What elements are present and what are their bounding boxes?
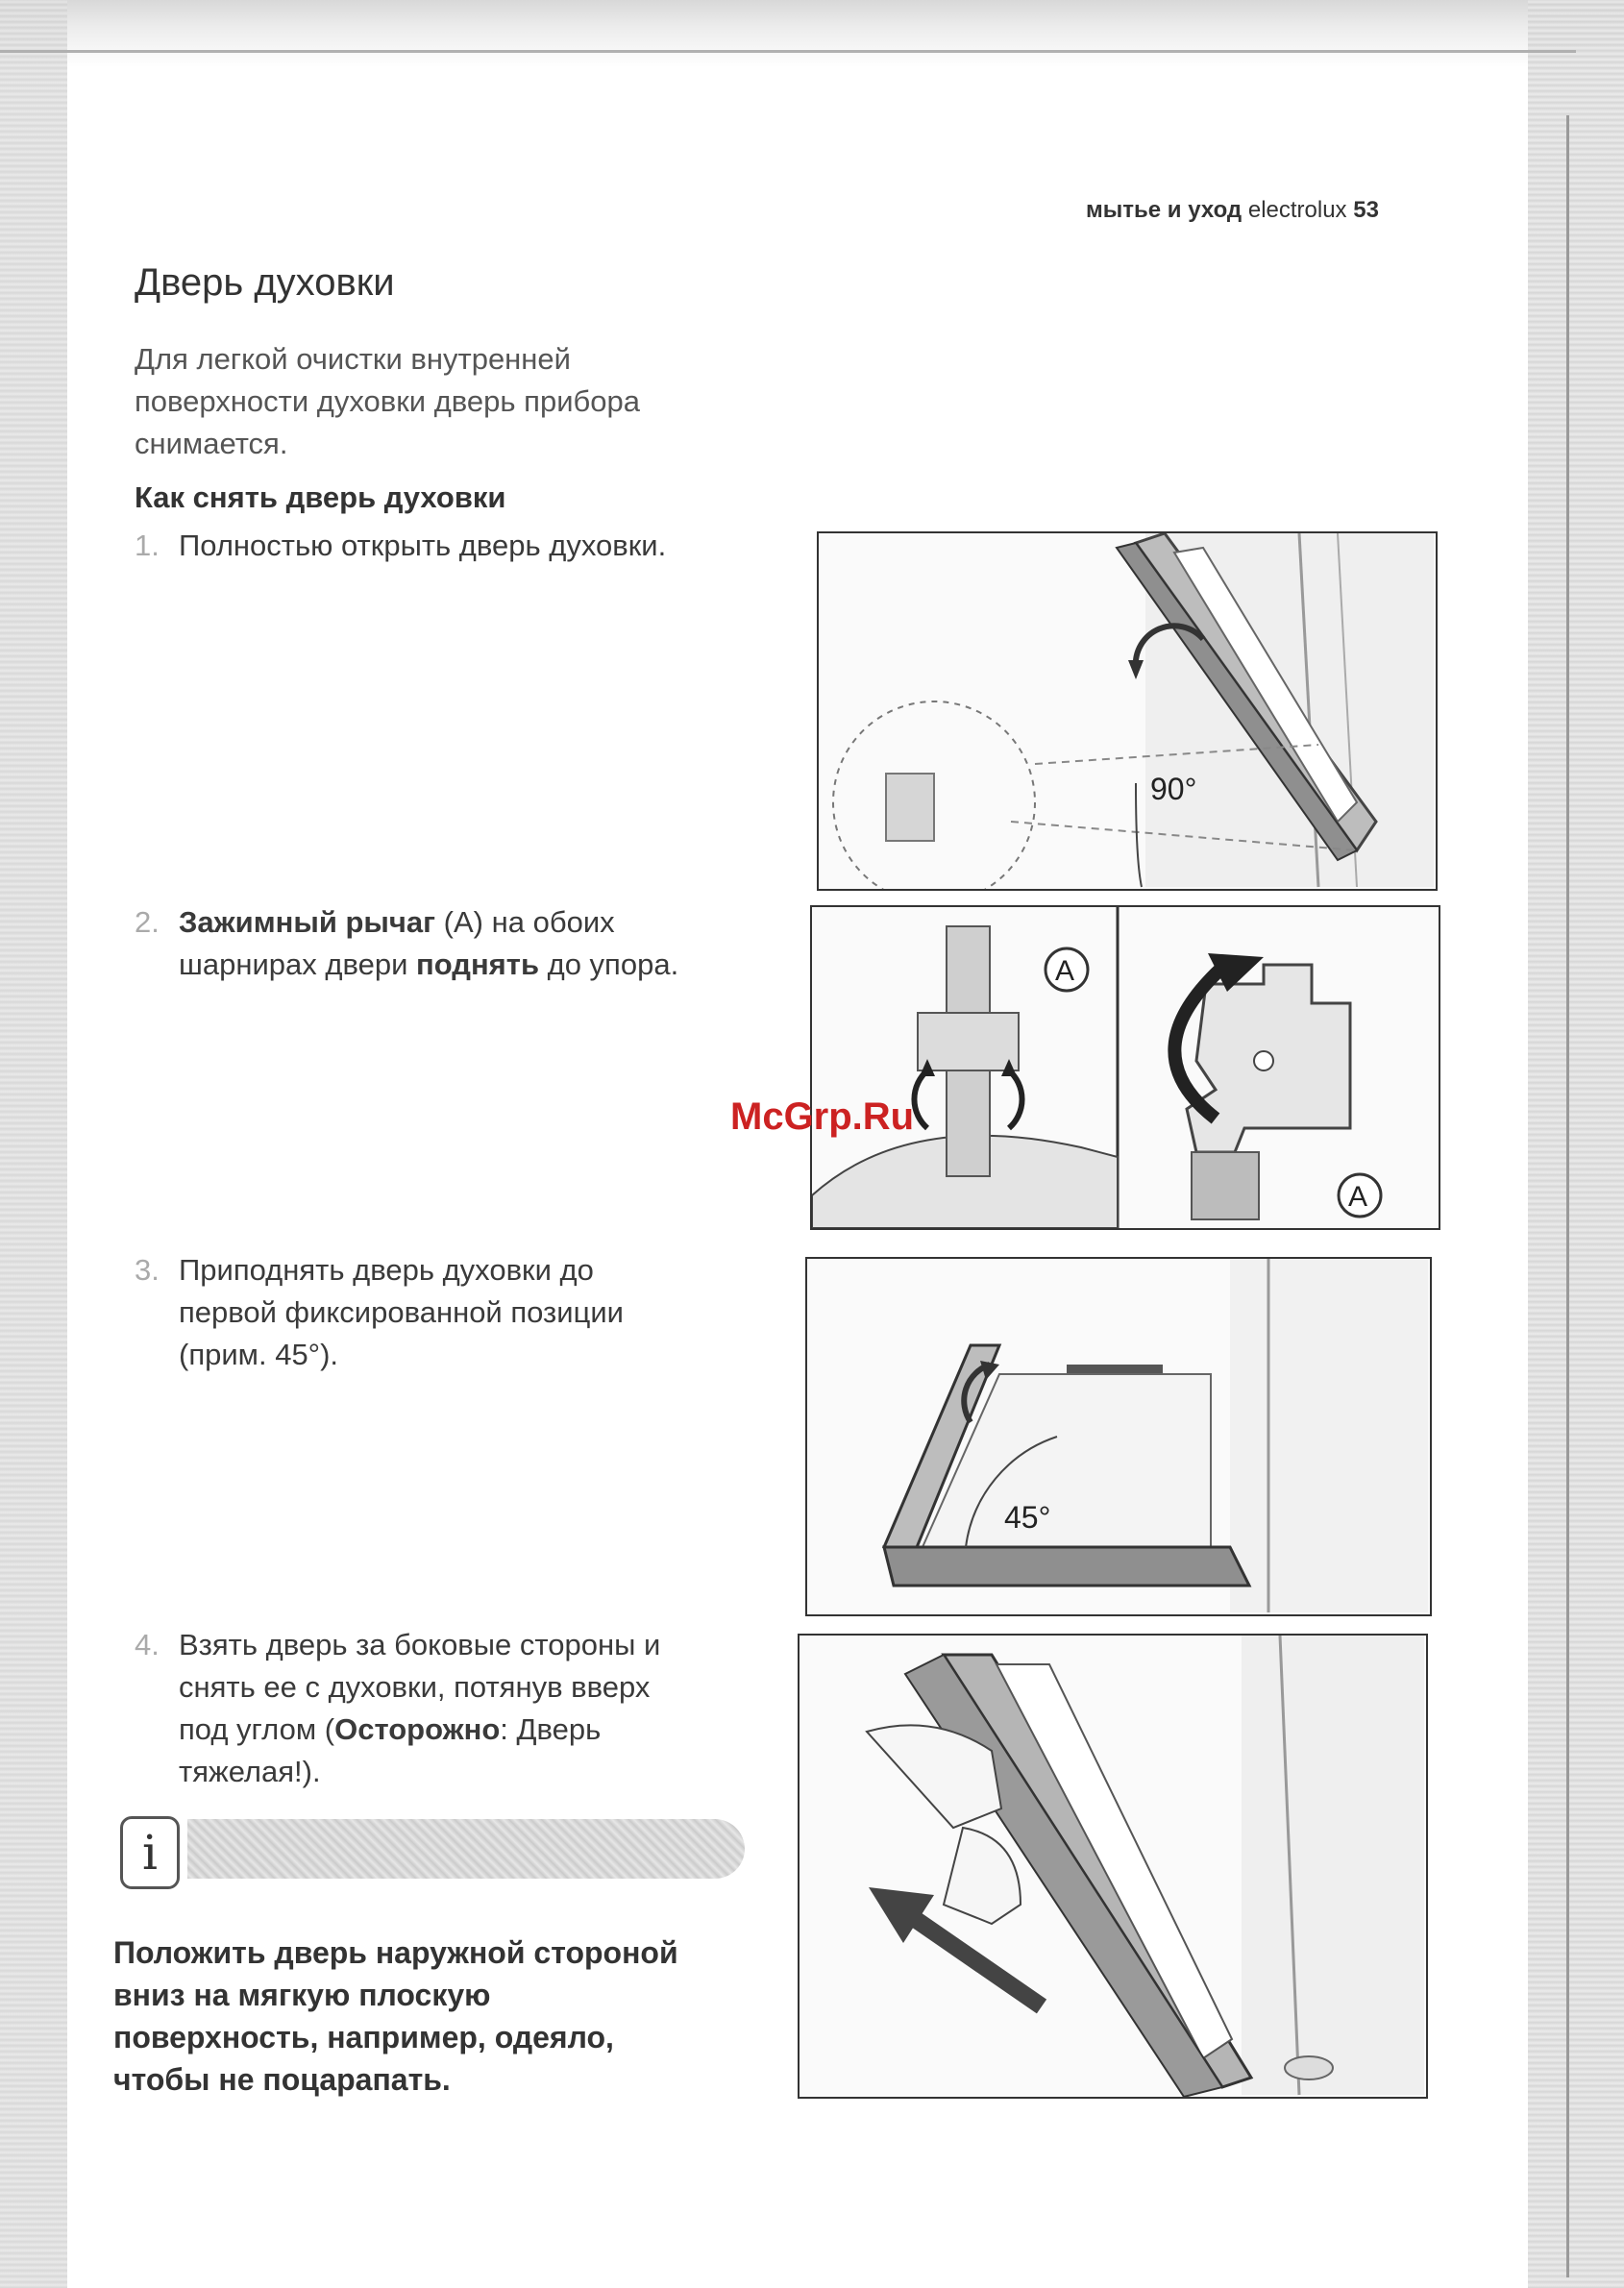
angle-label-45: 45° [1004,1500,1051,1535]
step-text: Полностью открыть дверь духовки. [179,529,667,562]
watermark: McGrp.Ru [730,1095,915,1138]
step-bold-term: Зажимный рычаг [179,905,436,939]
step-bold-term: поднять [416,947,539,981]
section-subheading: Как снять дверь духовки [135,480,506,514]
step-text-part: до упора. [539,947,679,981]
intro-line: Для легкой очистки внутренней [135,342,571,376]
intro-line: снимается. [135,427,288,460]
step-text-part: шарнирах двери [179,947,417,981]
label-a-top: A [1055,955,1075,987]
step-text [179,1249,624,1376]
page-edge-top [0,50,1576,53]
step-bold-term: Осторожно [334,1712,501,1746]
figure-remove-door [798,1634,1428,2099]
step-text-part: : Дверь [500,1712,602,1746]
step-1 [135,525,666,567]
step-text-part: снять ее с духовки, потянув вверх [179,1670,651,1704]
info-note [113,1931,767,2101]
step-2 [135,901,678,986]
step-3 [135,1249,624,1376]
step-number: 2. [135,905,160,939]
step-number: 3. [135,1253,160,1287]
angle-label-90: 90° [1150,772,1197,806]
page-edge-right [1566,115,1569,2277]
figure-door-open-90 [817,531,1438,891]
step-text-part: (A) на обоих [435,905,615,939]
note-line: чтобы не поцарапать. [113,2062,451,2097]
page-title: Дверь духовки [135,261,395,304]
step-text-part: под углом ( [179,1712,335,1746]
intro-paragraph [135,338,788,465]
step-4 [135,1624,660,1793]
step-text-part: (прим. 45°). [179,1338,339,1371]
scan-edge-left [0,0,67,2288]
header-section: мытье и уход [1086,197,1243,223]
step-text-part: Взять дверь за боковые стороны и [179,1628,661,1661]
step-text [179,901,678,986]
note-line: Положить дверь наружной стороной [113,1935,678,1970]
scan-edge-right [1528,0,1624,2288]
info-icon [120,1816,180,1889]
step-text-part: тяжелая!). [179,1755,321,1788]
figure-hinge-lever [810,905,1440,1230]
header-brand: electrolux [1247,197,1347,223]
running-header [1086,197,1379,224]
label-a-bottom: A [1348,1181,1368,1213]
note-line: поверхность, например, одеяло, [113,2020,614,2054]
page-number: 53 [1353,197,1379,223]
info-banner-shading [187,1819,745,1879]
step-text-part: первой фиксированной позиции [179,1295,624,1329]
step-text-part: Приподнять дверь духовки до [179,1253,594,1287]
step-number: 1. [135,529,160,562]
scan-edge-top [0,0,1624,67]
note-line: вниз на мягкую плоскую [113,1978,491,2012]
figure-door-45 [805,1257,1432,1616]
intro-line: поверхности духовки дверь прибора [135,384,640,418]
info-glyph: i [142,1825,158,1881]
step-number: 4. [135,1628,160,1661]
step-text [179,1624,660,1793]
